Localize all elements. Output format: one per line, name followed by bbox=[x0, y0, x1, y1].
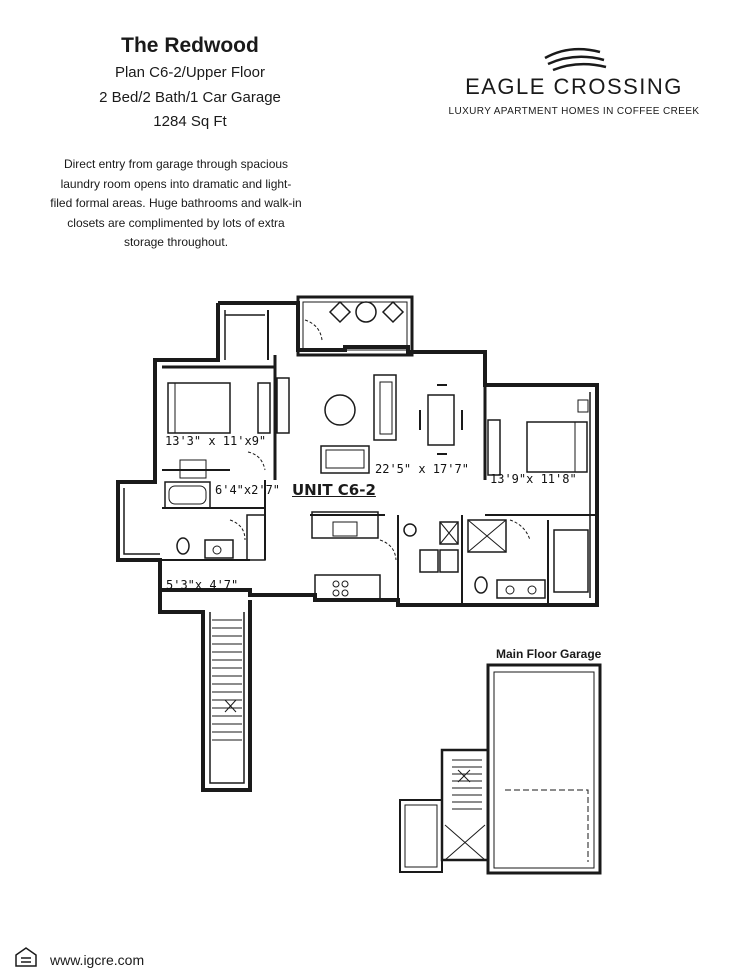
footer-url[interactable]: www.igcre.com bbox=[50, 952, 145, 968]
plan-code: Plan C6-2/Upper Floor bbox=[114, 64, 266, 81]
unit-label: UNIT C6-2 bbox=[292, 481, 376, 499]
plan-layout: 2 Bed/2 Bath/1 Car Garage bbox=[99, 89, 281, 106]
bedroom-left-dimensions: 13'3" x 11'x9" bbox=[165, 434, 267, 448]
equal-housing-icon bbox=[16, 948, 36, 966]
eagle-crossing-logo bbox=[545, 49, 606, 70]
brand-tagline: LUXURY APARTMENT HOMES IN COFFEE CREEK bbox=[448, 106, 700, 117]
garage-label: Main Floor Garage bbox=[496, 647, 602, 661]
brand-name: EAGLE CROSSING bbox=[465, 74, 683, 99]
living-dimensions: 22'5" x 17'7" bbox=[375, 462, 469, 476]
plan-title: The Redwood bbox=[121, 34, 259, 57]
landing-dimensions: 5'3"x 4'7" bbox=[166, 578, 239, 592]
plan-size: 1284 Sq Ft bbox=[153, 113, 227, 130]
plan-description: Direct entry from garage through spacious laundry room opens into dramatic and light-filed formal areas. Huge bathrooms and walk-in closets are complimented by lots of extra storage throughout. bbox=[50, 157, 302, 250]
bedroom-right-dimensions: 13'9"x 11'8" bbox=[490, 472, 577, 486]
bath-left-dimensions: 6'4"x2'7" bbox=[215, 483, 281, 497]
